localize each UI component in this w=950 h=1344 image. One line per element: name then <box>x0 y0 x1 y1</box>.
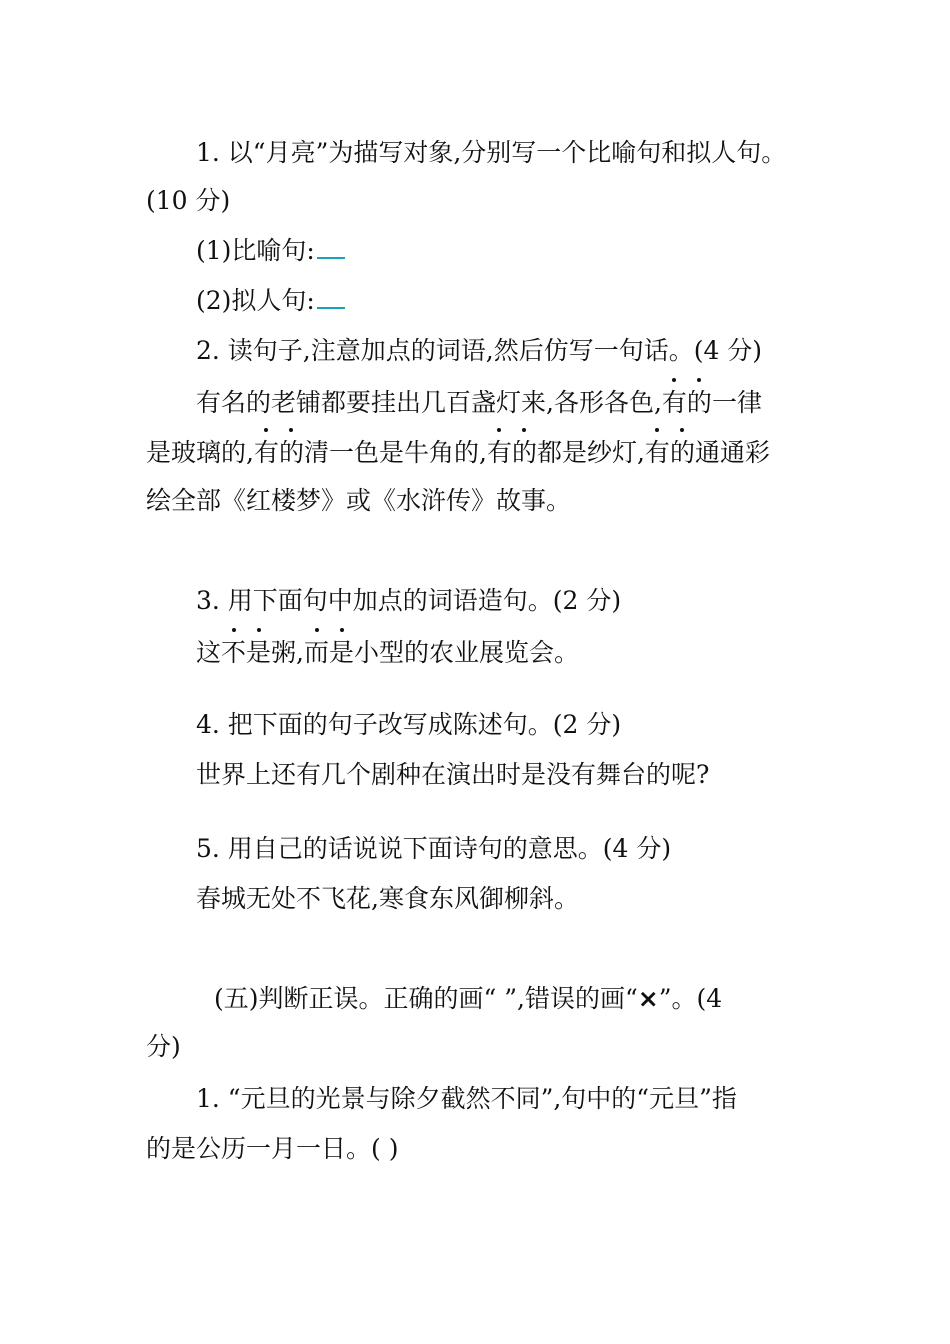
q2-stem: 2. 读句子,注意加点的词语,然后仿写一句话。(4 分) <box>196 336 763 365</box>
q4-stem: 4. 把下面的句子改写成陈述句。(2 分) <box>196 710 622 739</box>
section5-heading-text-b: ”。(4 <box>658 984 723 1013</box>
section5-heading-text-a: (五)判断正误。正确的画“ ”,错误的画“ <box>214 984 638 1013</box>
q3-stem: 3. 用下面句中加点的词语造句。(2 分) <box>196 586 622 615</box>
q1-part1-label: (1)比喻句: <box>196 236 315 265</box>
q2-line2-dotted-3: 有的 <box>645 438 695 467</box>
q2-line1-text-b: 一律 <box>711 388 762 417</box>
q1-part2-label: (2)拟人句: <box>196 286 315 315</box>
section5-item1-cont: 的是公历一月一日。( ) <box>146 1134 399 1163</box>
q1-part1 <box>196 234 345 268</box>
q2-line2-text-b: 清一色是牛角的, <box>303 438 487 467</box>
q1-part1-blank[interactable] <box>317 235 345 259</box>
q2-line3: 绘全部《红楼梦》或《水浒传》故事。 <box>146 486 572 515</box>
q3-text-b: 粥, <box>271 638 304 667</box>
q2-line2 <box>146 436 770 470</box>
q2-line2-text-c: 都是纱灯, <box>536 438 645 467</box>
q3-dotted-2: 而是 <box>304 638 354 667</box>
q3-text-a: 这 <box>196 638 222 667</box>
q2-line2-text-a: 是玻璃的, <box>146 438 254 467</box>
section5-item1: 1. “元旦的光景与除夕截然不同”,句中的“元旦”指 <box>196 1084 737 1113</box>
q2-line2-dotted-2: 有的 <box>487 438 537 467</box>
cross-icon: × <box>637 984 659 1013</box>
q1-score: (10 分) <box>146 186 231 215</box>
q2-line1 <box>196 386 762 420</box>
q1-stem: 1. 以“月亮”为描写对象,分别写一个比喻句和拟人句。 <box>196 138 787 167</box>
q3-text-c: 小型的农业展览会。 <box>354 638 580 667</box>
q1-part2 <box>196 284 345 318</box>
q2-line2-dotted-1: 有的 <box>254 438 304 467</box>
q2-line1-text-a: 有名的老铺都要挂出几百盏灯来,各形各色, <box>196 388 662 417</box>
section5-heading <box>214 982 722 1016</box>
q2-line2-text-d: 通通彩 <box>694 438 770 467</box>
section5-heading-cont: 分) <box>146 1032 181 1061</box>
q1-part2-blank[interactable] <box>317 285 345 309</box>
q4-sentence: 世界上还有几个剧种在演出时是没有舞台的呢? <box>196 760 710 789</box>
q2-line1-dotted: 有的 <box>662 388 712 417</box>
q5-sentence: 春城无处不飞花,寒食东风御柳斜。 <box>196 884 579 913</box>
q3-dotted-1: 不是 <box>221 638 271 667</box>
q3-sentence <box>196 636 579 670</box>
q5-stem: 5. 用自己的话说说下面诗句的意思。(4 分) <box>196 834 672 863</box>
